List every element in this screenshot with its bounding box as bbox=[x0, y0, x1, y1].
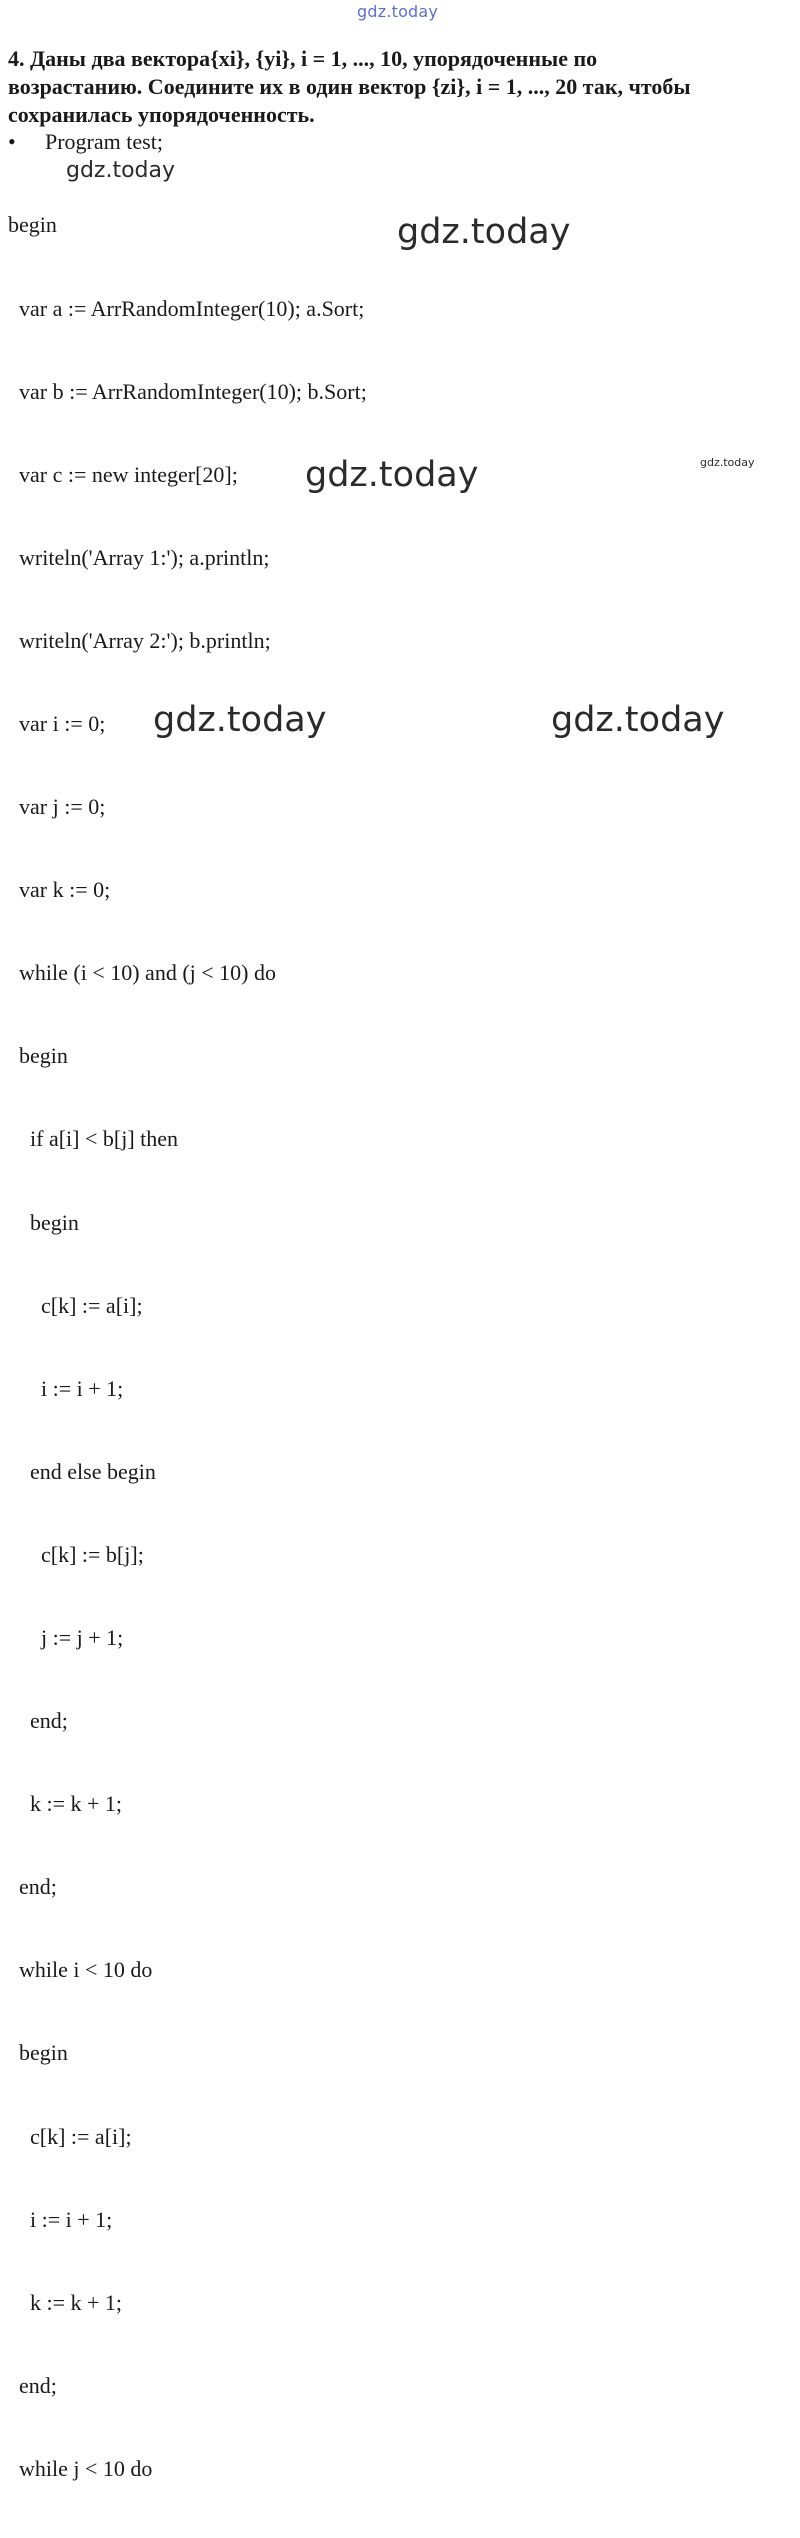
watermark-large: gdz.today bbox=[551, 700, 725, 740]
code-line: var b := ArrRandomInteger(10); b.Sort; bbox=[8, 378, 367, 404]
code-line: var a := ArrRandomInteger(10); a.Sort; bbox=[8, 295, 365, 321]
code-line: begin bbox=[8, 1209, 79, 1235]
task-line-1: 4. Даны два вектора{xi}, {yi}, i = 1, ..., 10, упорядоченные по bbox=[8, 46, 598, 71]
code-line: begin bbox=[8, 212, 57, 238]
code-line: c[k] := a[i]; bbox=[8, 2123, 132, 2149]
code-line: i := i + 1; bbox=[8, 1375, 124, 1401]
watermark-large: gdz.today bbox=[397, 212, 571, 252]
code-line: while j < 10 do bbox=[8, 2455, 153, 2481]
program-header-text: Program test; bbox=[45, 129, 163, 154]
task-statement bbox=[8, 45, 783, 129]
watermark-large: gdz.today bbox=[305, 455, 479, 495]
code-line: begin bbox=[8, 2040, 68, 2066]
code-line: c[k] := a[i]; bbox=[8, 1292, 143, 1318]
code-line: end else begin bbox=[8, 1458, 156, 1484]
code-line: j := j + 1; bbox=[8, 1625, 124, 1650]
code-line: while (i < 10) and (j < 10) do bbox=[8, 960, 276, 986]
code-line: writeln('Array 2:'); b.println; bbox=[8, 627, 271, 653]
code-line: var j := 0; bbox=[8, 794, 106, 820]
code-line: while i < 10 do bbox=[8, 1957, 153, 1983]
program-header bbox=[8, 128, 163, 156]
code-line: writeln('Array 1:'); a.println; bbox=[8, 544, 270, 570]
code-line: k := k + 1; bbox=[8, 1791, 123, 1817]
code-line: k := k + 1; bbox=[8, 2289, 123, 2315]
task-line-2: возрастанию. Соедините их в один вектор {zi}, i = 1, ..., 20 так, чтобы bbox=[8, 74, 691, 99]
code-line: i := i + 1; bbox=[8, 2206, 113, 2232]
code-line: var c := new integer[20]; bbox=[8, 461, 238, 487]
code-line: var k := 0; bbox=[8, 877, 111, 903]
code-line: end; bbox=[8, 1874, 57, 1900]
bullet-marker: • bbox=[8, 129, 16, 154]
code-block bbox=[8, 156, 788, 2538]
code-line: if a[i] < b[j] then bbox=[8, 1126, 179, 1152]
code-line: var i := 0; bbox=[8, 710, 106, 736]
code-line: c[k] := b[j]; bbox=[8, 1541, 144, 1567]
watermark-inline: gdz.today bbox=[66, 158, 176, 183]
code-line: end; bbox=[8, 2372, 57, 2398]
watermark-small: gdz.today bbox=[700, 456, 755, 469]
task-line-3: сохранилась упорядоченность. bbox=[8, 102, 315, 127]
watermark-top: gdz.today bbox=[357, 2, 439, 21]
code-line: begin bbox=[8, 1043, 68, 1069]
code-line: end; bbox=[8, 1708, 68, 1734]
watermark-large: gdz.today bbox=[153, 700, 327, 740]
